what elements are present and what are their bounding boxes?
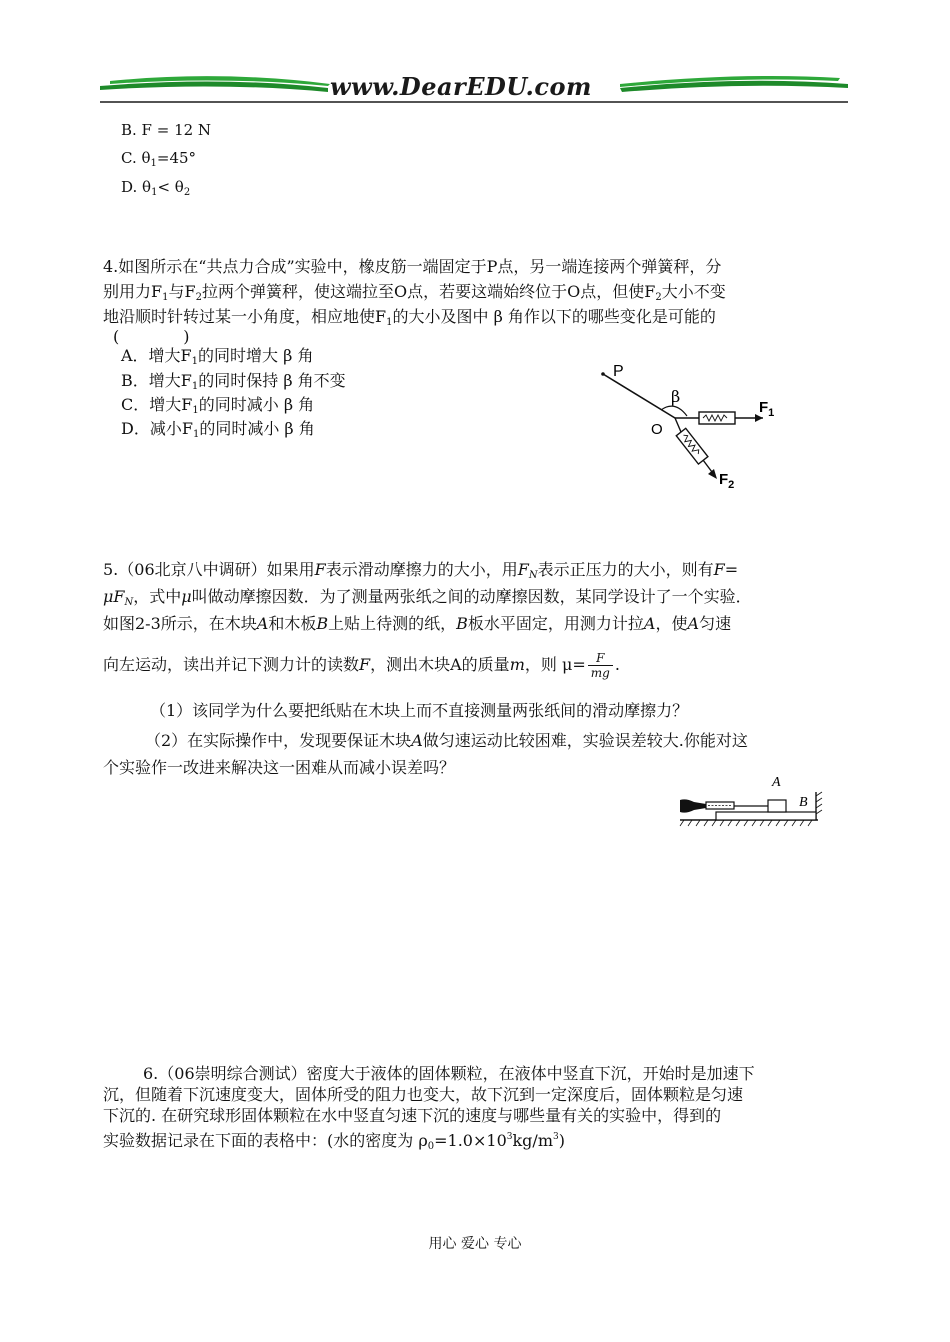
- q5-part-2-line-1: [145, 729, 748, 753]
- q5-l3d: 板水平固定，用测力计拉: [467, 614, 644, 633]
- point-p-dot: [601, 372, 605, 376]
- q5-frac-num: F: [588, 651, 613, 666]
- q4-option-d-pre: D．减小F: [121, 419, 193, 438]
- q5-p2-a: A: [411, 731, 423, 750]
- q5-friction-diagram: [676, 770, 826, 830]
- q4-answer-paren: ( ): [113, 327, 190, 346]
- q3-option-d-sub1: 1: [151, 187, 158, 198]
- site-header-banner: [100, 72, 848, 104]
- q6-l4a: 实验数据记录在下面的表格中：(水的密度为 ρ: [103, 1131, 428, 1150]
- label-f2-sub: 2: [728, 479, 735, 491]
- q4-option-d-post: 的同时减小 β 角: [199, 419, 315, 438]
- label-b: B: [799, 795, 808, 810]
- q5-l1b: 表示滑动摩擦力的大小，用: [325, 560, 518, 579]
- q4-option-a-sub: 1: [191, 356, 199, 367]
- q4-l3a: 地沿顺时针转过某一小角度，相应地使F: [103, 307, 387, 326]
- q4-option-b-sub: 1: [191, 381, 199, 392]
- q5-l3-a2: A: [643, 614, 656, 633]
- q5-l4a: 向左运动，读出并记下测力计的读数: [103, 655, 360, 674]
- q4-option-a-post: 的同时增大 β 角: [198, 346, 314, 365]
- q5-l3a: 如图2-3所示，在木块: [103, 614, 257, 633]
- q5-l4c: ，则 μ=: [524, 655, 586, 674]
- site-logo-text: www.DearEDU.com: [330, 72, 592, 101]
- q4-option-c-post: 的同时减小 β 角: [198, 395, 315, 414]
- q5-l1-fn-sub: N: [528, 570, 538, 581]
- q4-option-d-sub: 1: [192, 429, 200, 440]
- q3-option-c-sub: 1: [150, 158, 157, 169]
- q6-l4-sup2: 3: [552, 1132, 559, 1142]
- q5-l2-mu-sub: N: [124, 597, 134, 608]
- q5-l3b: 和木板: [268, 614, 317, 633]
- q4-option-b-post: 的同时保持 β 角不变: [198, 371, 346, 390]
- q6-line-2: 沉，但随着下沉速度变大，固体所受的阻力也变大，故下沉到一定深度后，固体颗粒是匀速: [103, 1085, 744, 1104]
- q6-line-3: 下沉的. 在研究球形固体颗粒在水中竖直匀速下沉的速度与哪些量有关的实验中，得到的: [103, 1106, 722, 1125]
- q4-option-a-pre: A．增大F: [121, 346, 192, 365]
- q5-l2-mu2: μ: [181, 587, 192, 606]
- q5-l4-f: F: [359, 655, 371, 674]
- f2-arrow-head: [708, 469, 717, 479]
- q3-option-d-sub2: 2: [183, 187, 191, 198]
- wall-hatching: [816, 792, 822, 814]
- q5-part-2-line-2: 个实验作一改进来解决这一困难从而减小误差吗？: [103, 758, 456, 777]
- q5-line-1: [103, 558, 738, 588]
- board-b: [716, 812, 816, 820]
- q5-l2a: ，式中: [133, 587, 182, 606]
- q6-line-4: [103, 1125, 565, 1159]
- label-beta: β: [671, 387, 681, 406]
- q6-l4d: ): [558, 1131, 565, 1150]
- q5-l2-mu: μF: [103, 587, 125, 606]
- q5-l1-fn: F: [517, 560, 529, 579]
- q3-option-c-text: C. θ: [121, 149, 151, 167]
- q4-l2g: 大小不变: [661, 282, 726, 301]
- q4-l2b: 1: [162, 292, 169, 303]
- label-o: O: [651, 421, 663, 438]
- q4-option-d: [121, 417, 315, 447]
- label-f2-main: F: [719, 471, 729, 488]
- q4-l3b: 1: [386, 317, 393, 328]
- q5-l1a: 5.（06北京八中调研）如果用: [103, 560, 315, 579]
- q4-line-1: 4.如图所示在“共点力合成”实验中，橡皮筋一端固定于P点，另一端连接两个弹簧秤，分: [103, 257, 722, 276]
- q5-l3-a3: A: [687, 614, 700, 633]
- q5-p2b: 做匀速运动比较困难，实验误差较大.你能对这: [422, 731, 748, 750]
- q3-option-d-text: D. θ: [121, 178, 152, 196]
- block-a: [768, 800, 786, 812]
- q5-line-3: [103, 612, 731, 636]
- q5-l3-a: A: [256, 614, 269, 633]
- label-a: A: [772, 775, 781, 790]
- q5-l3-b: B: [316, 614, 329, 633]
- rubber-band-line: [603, 374, 675, 418]
- q5-mu-fraction: [588, 651, 613, 680]
- q4-l2f: 2: [655, 292, 662, 303]
- q5-p2a: （2）在实际操作中，发现要保证木块: [145, 731, 412, 750]
- q5-line-2: [103, 585, 752, 615]
- q4-l2d: 2: [195, 292, 202, 303]
- hand-icon: [680, 799, 706, 812]
- q5-l3e: ，使: [655, 614, 688, 633]
- label-f1-main: F: [759, 399, 769, 416]
- q5-line-4: [103, 645, 620, 685]
- q5-part-1: （1）该同学为什么要把纸贴在木块上而不直接测量两张纸间的滑动摩擦力？: [150, 701, 689, 720]
- q5-frac-den: mg: [590, 666, 610, 680]
- q5-l3c: 上贴上待测的纸，: [328, 614, 457, 633]
- q5-l4b: ，测出木块A的质量: [370, 655, 510, 674]
- q5-l1-f: F: [314, 560, 326, 579]
- spring-scale-f2: [676, 428, 708, 464]
- ground-hatching: [680, 820, 812, 826]
- q5-l3-b2: B: [456, 614, 468, 633]
- q5-l2b: 叫做动摩擦因数．为了测量两张纸之间的动摩擦因数，某同学设计了一个实验．: [191, 587, 752, 606]
- q6-l4c: kg/m: [512, 1131, 553, 1150]
- q4-force-diagram: [595, 360, 785, 495]
- label-p: P: [613, 363, 624, 380]
- q5-l4-m: m: [509, 655, 525, 674]
- label-f1: [759, 399, 774, 419]
- q4-l2e: 拉两个弹簧秤，使这端拉至O点，若要这端始终位于O点，但使F: [201, 282, 656, 301]
- f2-connector: [675, 418, 681, 432]
- q4-option-c-sub: 1: [192, 405, 199, 416]
- q4-l3c: 的大小及图中 β 角作以下的哪些变化是可能的: [392, 307, 716, 326]
- q6-line-1: 6.（06崇明综合测试）密度大于液体的固体颗粒，在液体中竖直下沉，开始时是加速下: [143, 1064, 755, 1083]
- q4-option-b-pre: B．增大F: [121, 371, 192, 390]
- label-f2: [719, 471, 734, 491]
- q3-option-c: [121, 146, 196, 176]
- q3-option-c-value: =45°: [156, 149, 197, 167]
- q4-l2a: 别用力F: [103, 282, 163, 301]
- q6-l4-sup: 3: [506, 1132, 513, 1142]
- q5-l1-f2: F: [713, 560, 725, 579]
- q4-line-3: [103, 305, 716, 335]
- page-footer: 用心 爱心 专心: [428, 1236, 522, 1252]
- q3-option-d-mid: < θ: [157, 178, 184, 196]
- q3-option-d: [121, 175, 190, 205]
- q5-l1c: 表示正压力的大小，则有: [537, 560, 714, 579]
- q6-l4b: =1.0×10: [434, 1131, 507, 1150]
- q6-l4-sub: 0: [427, 1141, 435, 1152]
- q4-l2c: 与F: [168, 282, 196, 301]
- q5-l4d: .: [614, 655, 620, 674]
- q3-option-b: B. F = 12 N: [121, 121, 212, 139]
- q5-l3f: 匀速: [699, 614, 732, 633]
- q5-l1-eq: =: [724, 560, 739, 579]
- label-f1-sub: 1: [768, 407, 775, 419]
- q4-option-c-pre: C．增大F: [121, 395, 193, 414]
